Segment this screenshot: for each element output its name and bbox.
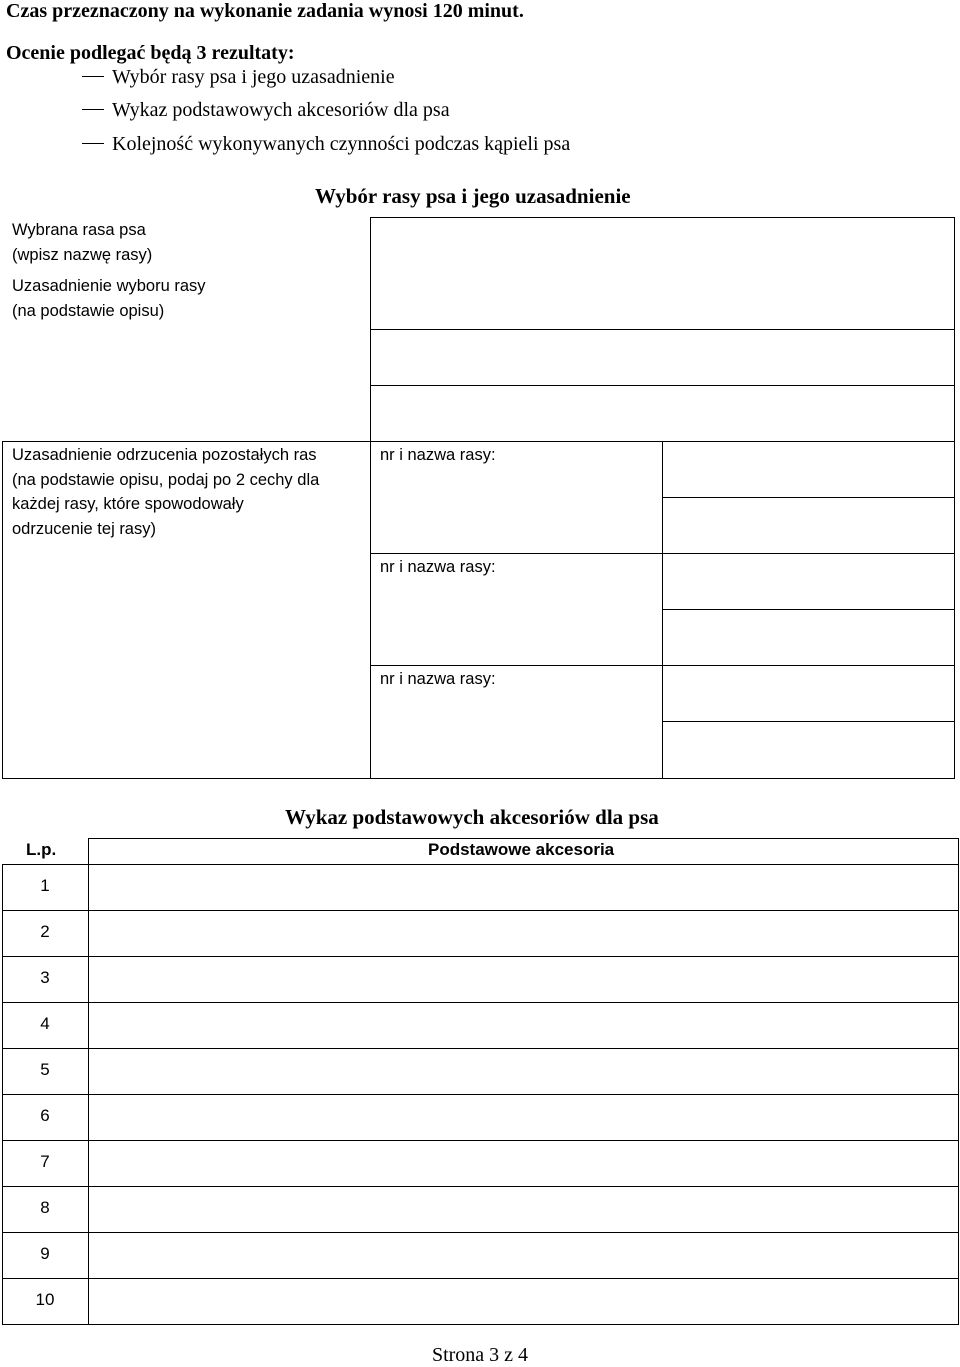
dash-icon xyxy=(82,76,104,77)
row-number: 2 xyxy=(40,922,50,941)
chosen-breed-label: Wybrana rasa psa (wpisz nazwę rasy) xyxy=(12,221,153,264)
results-heading: Ocenie podlegać będą 3 rezultaty: xyxy=(6,42,295,64)
breed-name-label: nr i nazwa rasy: xyxy=(380,558,496,576)
row-number: 5 xyxy=(40,1060,50,1079)
column-header-accessories: Podstawowe akcesoria xyxy=(428,840,615,859)
breed-name-label: nr i nazwa rasy: xyxy=(380,446,496,464)
row-number: 6 xyxy=(40,1106,50,1125)
result-text: Kolejność wykonywanych czynności podczas kąpieli psa xyxy=(112,133,571,155)
justification-label: Uzasadnienie wyboru rasy (na podstawie opisu) xyxy=(12,277,206,320)
accessories-section-title: Wykaz podstawowych akcesoriów dla psa xyxy=(285,805,659,829)
result-item xyxy=(82,66,395,89)
row-number: 10 xyxy=(35,1290,55,1309)
result-text: Wykaz podstawowych akcesoriów dla psa xyxy=(112,99,450,121)
result-text: Wybór rasy psa i jego uzasadnienie xyxy=(112,66,395,88)
page-number: Strona 3 z 4 xyxy=(431,1344,529,1366)
column-header-lp: L.p. xyxy=(26,840,57,859)
row-number: 8 xyxy=(40,1198,50,1217)
row-number: 7 xyxy=(40,1152,50,1171)
time-note: Czas przeznaczony na wykonanie zadania wynosi 120 minut. xyxy=(6,0,524,22)
row-number: 1 xyxy=(40,876,50,895)
row-number: 3 xyxy=(40,968,50,987)
breed-name-label: nr i nazwa rasy: xyxy=(380,670,496,688)
breed-justification-field[interactable] xyxy=(372,331,956,441)
dash-icon xyxy=(82,143,104,144)
rejection-label: Uzasadnienie odrzucenia pozostałych ras (na podstawie opisu, podaj po 2 cechy dla każdej rasy, które spowodowały odrzucenie tej rasy) xyxy=(12,446,320,538)
breed-section-title: Wybór rasy psa i jego uzasadnienie xyxy=(315,184,631,208)
result-item xyxy=(82,99,450,122)
dash-icon xyxy=(82,109,104,110)
result-item xyxy=(82,133,570,156)
row-number: 4 xyxy=(40,1014,50,1033)
chosen-breed-field[interactable] xyxy=(372,219,956,329)
row-number: 9 xyxy=(40,1244,50,1263)
